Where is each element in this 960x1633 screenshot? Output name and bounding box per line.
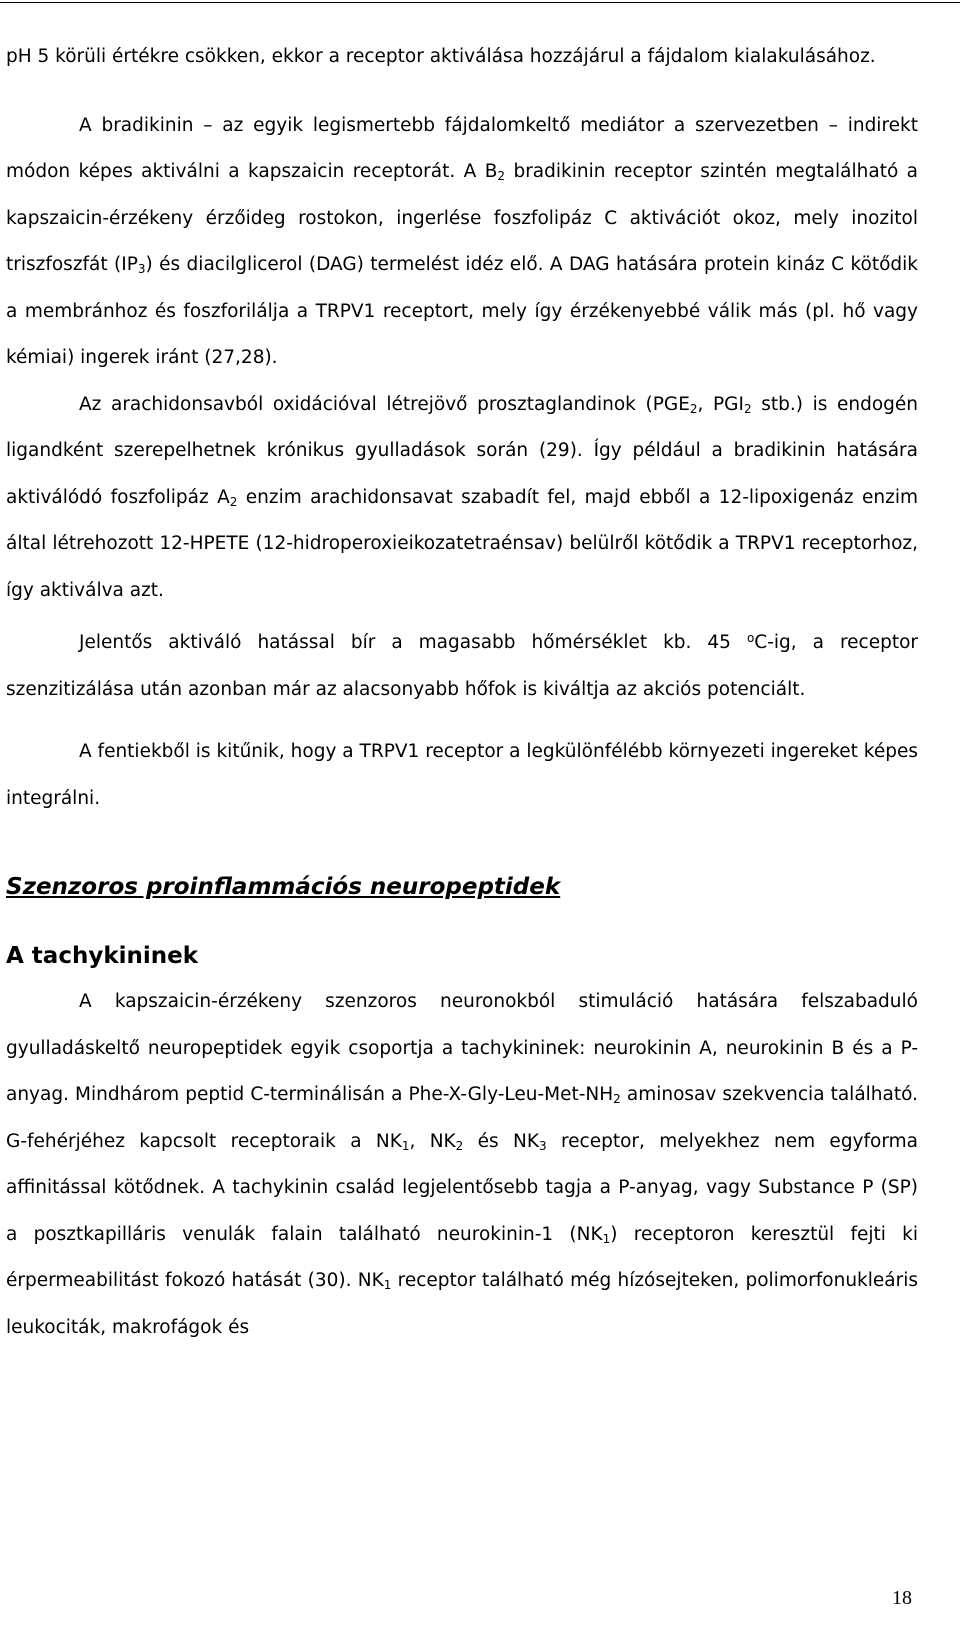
subsection-title: A tachykininek bbox=[6, 942, 199, 969]
paragraph-6: A kapszaicin-érzékeny szenzoros neuronokból stimuláció hatására felszabaduló gyulladáskeltő neuropeptidek egyik csoportja a tachykininek: neurokinin A, neurokinin B és a P-anyag. Mindhárom peptid C-terminálisán a Phe-$X-Gly-Leu-Met-NH_2$ aminosav szekvencia található. G-fehérjéhez kapcsolt receptoraik a $NK_1$, $NK_2$ és $NK_3$ receptor, melyekhez nem egyforma affinitással kötődnek. A tachykinin család legjelentősebb tagja a P-anyag, vagy Substance P (SP) a posztkapilláris venulák falain található neurokinin-1 $(NK_1)$ receptoron keresztül fejti ki érpermeabilitást fokozó hatását (30). $NK_1$ receptor található még hízósejteken, polimorfonukleáris leukociták, makrofágok és bbox=[6, 991, 919, 1338]
paragraph-4: Jelentős aktiváló hatással bír a magasabb hőmérséklet kb. 45 $^o$C-ig, a receptor szenzitizálása után azonban már az alacsonyabb hőfok is kiváltja az akciós potenciált. bbox=[6, 631, 919, 700]
body-text bbox=[6, 34, 918, 1351]
paragraph-5: A fentiekből is kitűnik, hogy a TRPV1 receptor a legkülönfélébb környezeti ingereket képes integrálni. bbox=[6, 741, 918, 809]
paragraph-1: pH 5 körüli értékre csökken, ekkor a receptor aktiválása hozzájárul a fájdalom kialakulásához. bbox=[6, 46, 876, 67]
paragraph-2: A bradikinin – az egyik legismertebb fájdalomkeltő mediátor a szervezetben – indirekt módon képes aktiválni a kapszaicin receptorát. A $B_2$ bradikinin receptor szintén megtalálható a kapszaicin-érzékeny érzőideg rostokon, ingerlése foszfolipáz C aktivációt okoz, mely inozitol triszfoszfát $(IP_3)$ és diacilglicerol (DAG) termelést idéz elő. A DAG hatására protein kináz C kötődik a membránhoz és foszforilálja a TRPV1 receptort, mely így érzékenyebbé válik más (pl. hő vagy kémiai) ingerek iránt (27,28). bbox=[6, 114, 919, 368]
top-rule bbox=[0, 2, 960, 3]
paragraph-3: Az arachidonsavból oxidációval létrejövő prosztaglandinok ($PGE_2$, $PGI_2$ stb.) is endogén ligandként szerepelhetnek krónikus gyulladások során (29). Így például a bradikinin hatására aktiválódó foszfolipáz $A_2$ enzim arachidonsavat szabadít fel, majd ebből a 12-lipoxigenáz enzim által létrehozott 12-HPETE (12-hidroperoxieikozatetraénsav) belülről kötődik a TRPV1 receptorhoz, így aktiválva azt. bbox=[6, 393, 918, 601]
section-title: Szenzoros proinflammációs neuropeptidek bbox=[6, 874, 561, 900]
page-number: 18 bbox=[892, 1587, 912, 1609]
